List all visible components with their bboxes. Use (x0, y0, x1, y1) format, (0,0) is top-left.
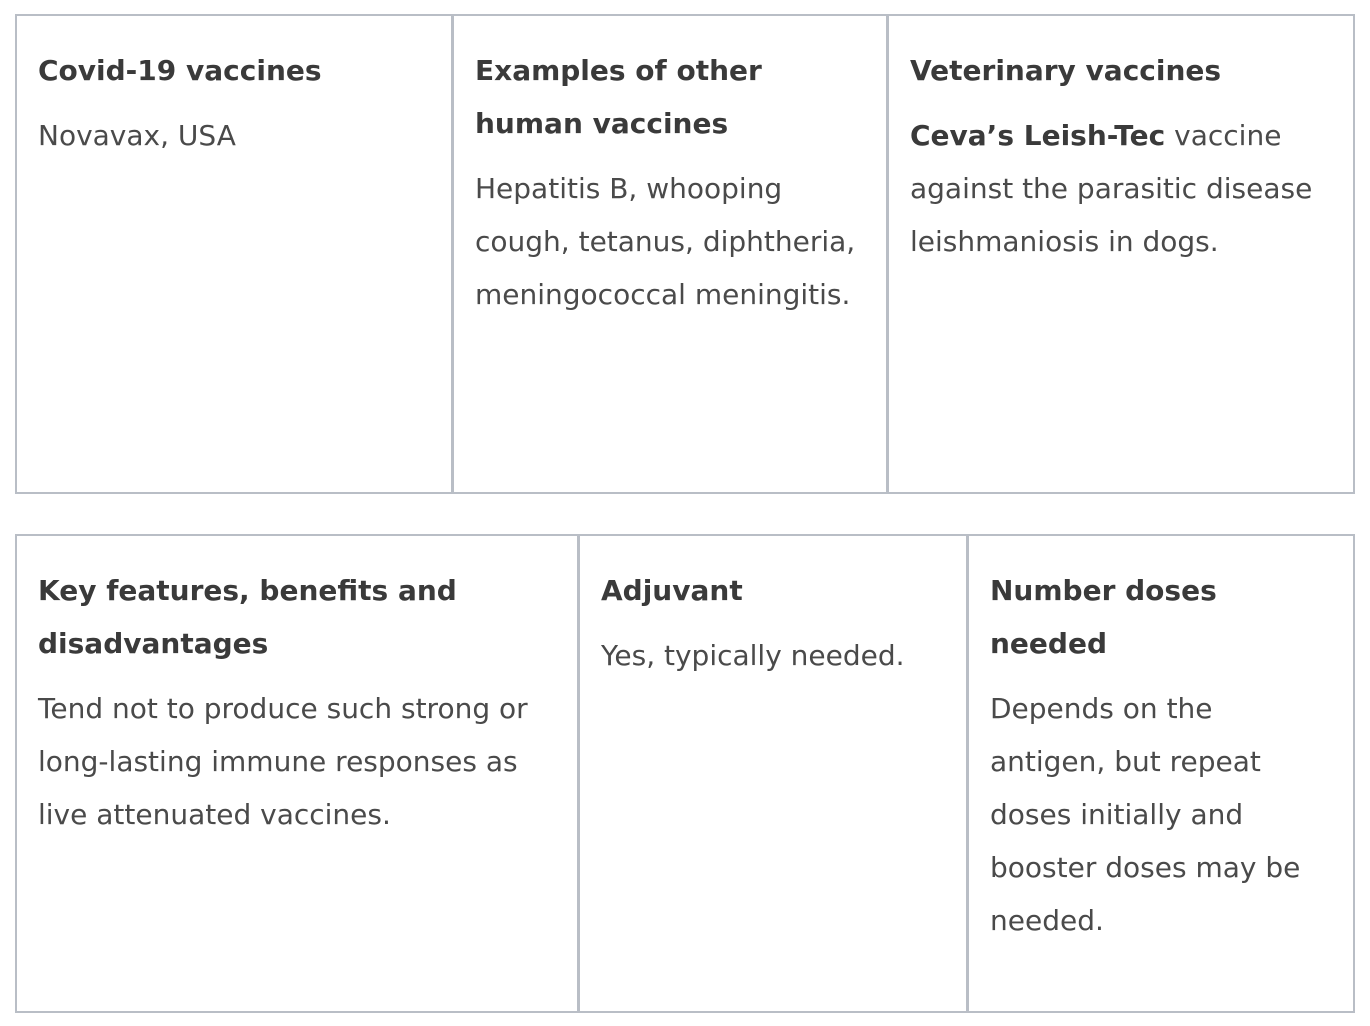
vaccine-examples-table (15, 14, 1355, 494)
adjuvant-cell (577, 536, 966, 1011)
veterinary-vaccines-text (910, 109, 1333, 268)
key-features-text: Tend not to produce such strong or long-lasting immune responses as live attenuated vaccines. (38, 692, 528, 831)
other-human-vaccines-heading: Examples of other human vaccines (475, 54, 762, 140)
other-human-vaccines-cell (451, 16, 886, 492)
number-doses-text: Depends on the antigen, but repeat doses initially and booster doses may be needed. (990, 692, 1301, 937)
veterinary-vaccines-cell (886, 16, 1353, 492)
adjuvant-heading: Adjuvant (601, 574, 743, 607)
number-doses-cell (966, 536, 1353, 1011)
covid-vaccines-text: Novavax, USA (38, 119, 236, 152)
covid-vaccines-cell (17, 16, 451, 492)
veterinary-vaccine-name: Ceva’s Leish-Tec (910, 119, 1166, 152)
covid-vaccines-heading: Covid-19 vaccines (38, 54, 322, 87)
vaccine-features-table (15, 534, 1355, 1013)
key-features-heading: Key features, benefits and disadvantages (38, 574, 457, 660)
number-doses-heading: Number doses needed (990, 574, 1217, 660)
veterinary-vaccine-description: vaccine against the parasitic disease leishmaniosis in dogs. (910, 119, 1313, 258)
veterinary-vaccines-heading: Veterinary vaccines (910, 54, 1222, 87)
key-features-cell (17, 536, 577, 1011)
other-human-vaccines-text: Hepatitis B, whooping cough, tetanus, diphtheria, meningococcal meningitis. (475, 172, 856, 311)
adjuvant-text: Yes, typically needed. (601, 639, 905, 672)
